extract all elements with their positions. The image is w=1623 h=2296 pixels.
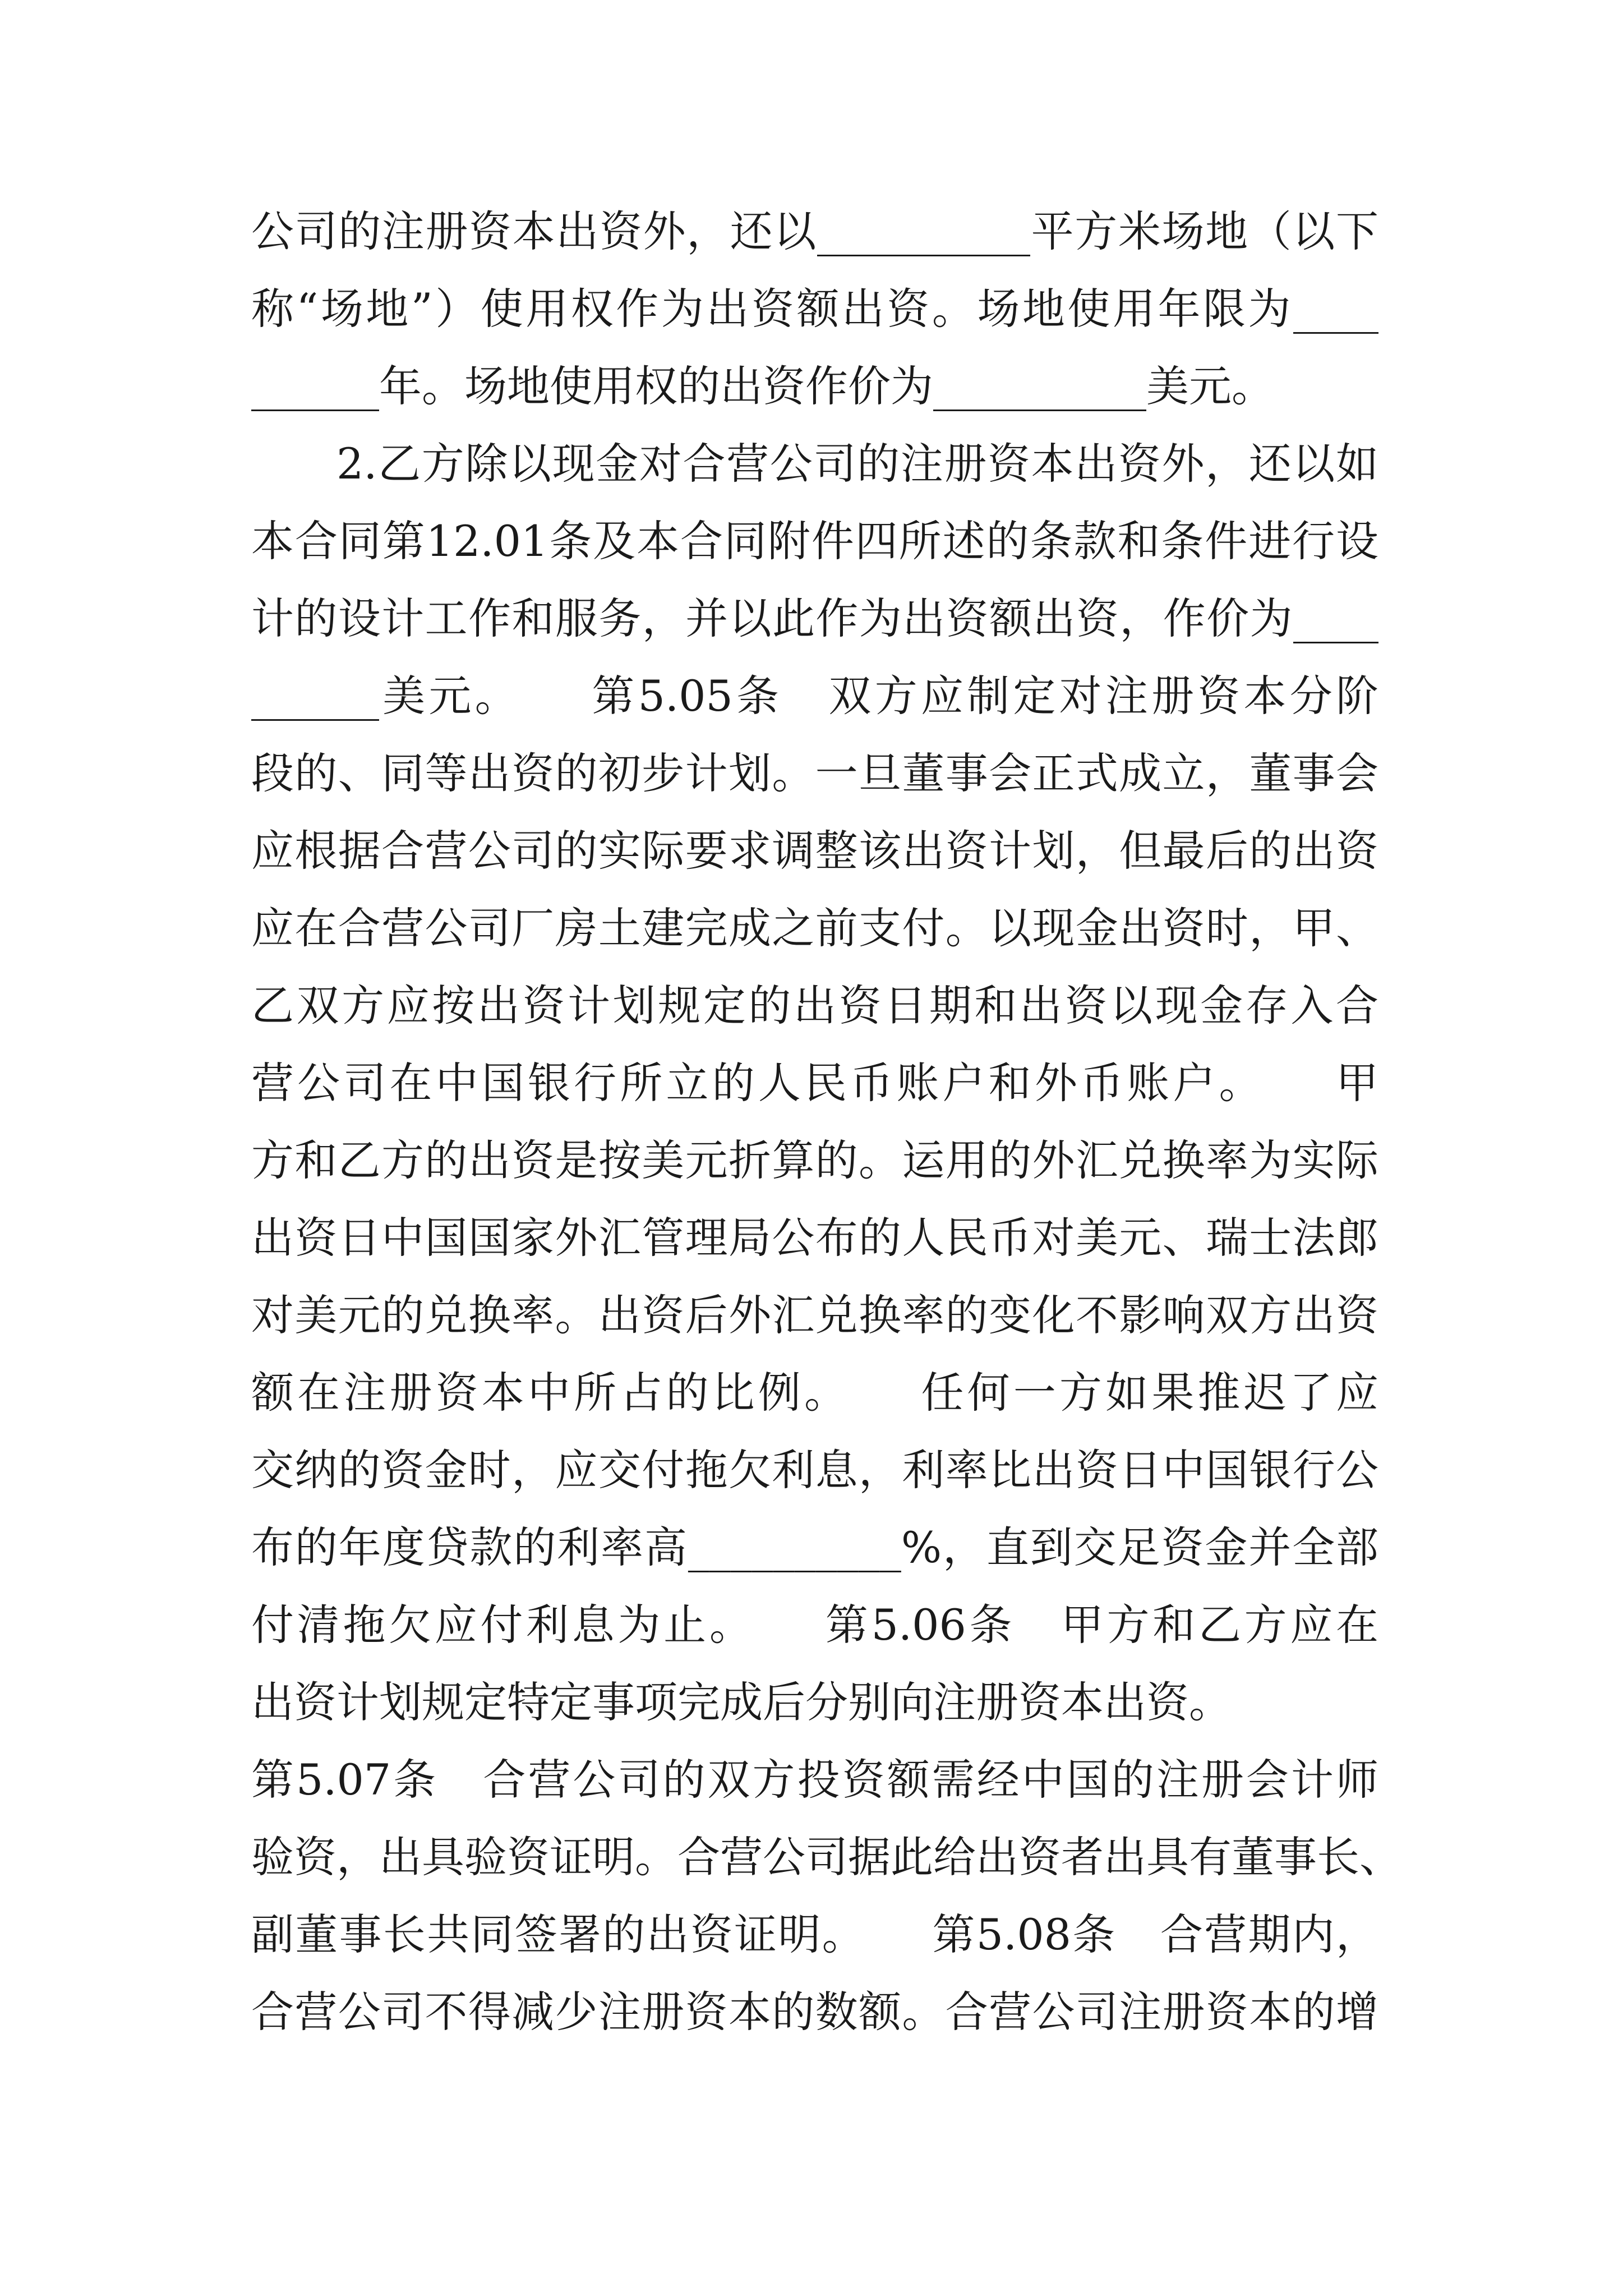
text-line: 方和乙方的出资是按美元折算的。运用的外汇兑换率为实际 — [251, 1135, 1378, 1185]
text-line: 额在注册资本中所占的比例。 任何一方如果推迟了应 — [251, 1368, 1378, 1418]
text-line: 对美元的兑换率。出资后外汇兑换率的变化不影响双方出资 — [251, 1290, 1378, 1340]
text-line: 应根据合营公司的实际要求调整该出资计划，但最后的出资 — [251, 826, 1378, 876]
text-line: 第5.07条 合营公司的双方投资额需经中国的注册会计师 — [251, 1755, 1378, 1805]
body-text — [251, 193, 1402, 2051]
text-line: 合营公司不得减少注册资本的数额。合营公司注册资本的增 — [251, 1987, 1378, 2037]
text-line: 应在合营公司厂房土建完成之前支付。以现金出资时，甲、 — [251, 903, 1378, 953]
text-line: 交纳的资金时，应交付拖欠利息，利率比出资日中国银行公 — [251, 1445, 1378, 1495]
text-line: 营公司在中国银行所立的人民币账户和外币账户。 甲 — [251, 1058, 1378, 1108]
text-line: 计的设计工作和服务，并以此作为出资额出资，作价为____ — [251, 593, 1378, 643]
text-line: ______年。场地使用权的出资作价为__________美元。 — [251, 361, 1274, 411]
text-line: 副董事长共同签署的出资证明。 第5.08条 合营期内， — [251, 1910, 1378, 1959]
text-line: 出资日中国国家外汇管理局公布的人民币对美元、瑞士法郎 — [251, 1213, 1378, 1263]
text-line: 付清拖欠应付利息为止。 第5.06条 甲方和乙方应在 — [251, 1600, 1378, 1650]
text-line: 2.乙方除以现金对合营公司的注册资本出资外，还以如 — [336, 439, 1378, 489]
text-line: 段的、同等出资的初步计划。一旦董事会正式成立，董事会 — [251, 748, 1378, 798]
text-line: 乙双方应按出资计划规定的出资日期和出资以现金存入合 — [251, 981, 1378, 1030]
text-line: 布的年度贷款的利率高__________%，直到交足资金并全部 — [251, 1522, 1378, 1572]
text-line: ______美元。 第5.05条 双方应制定对注册资本分阶 — [251, 671, 1378, 721]
text-line: 出资计划规定特定事项完成后分别向注册资本出资。 — [251, 1677, 1232, 1727]
text-line: 称“场地”）使用权作为出资额出资。场地使用年限为____ — [251, 284, 1378, 334]
text-line: 公司的注册资本出资外，还以__________平方米场地（以下 — [251, 206, 1378, 256]
text-line: 验资，出具验资证明。合营公司据此给出资者出具有董事长、 — [251, 1832, 1402, 1882]
text-line: 本合同第12.01条及本合同附件四所述的条款和条件进行设 — [251, 516, 1378, 566]
